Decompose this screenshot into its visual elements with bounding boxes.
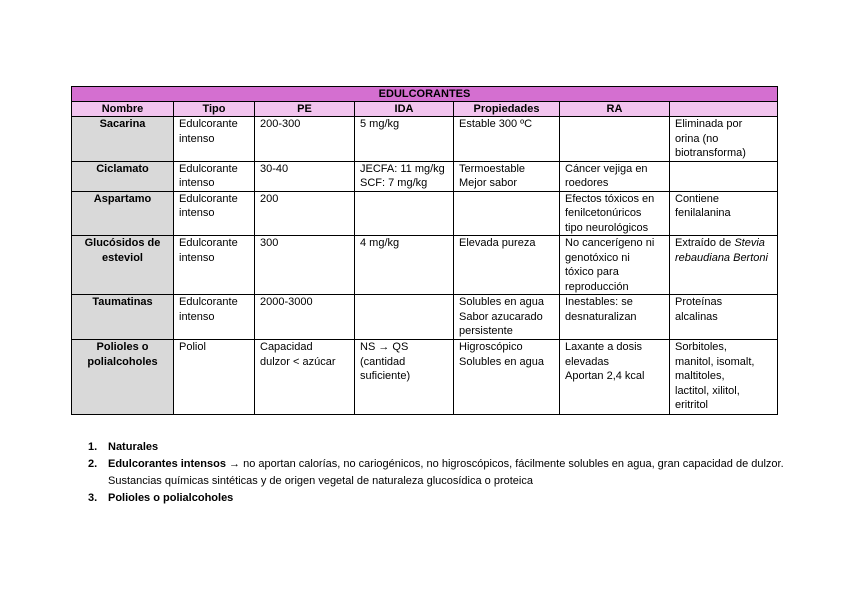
cell-line: Sorbitoles, — [675, 341, 727, 353]
cell-ra — [560, 340, 670, 415]
cell-ra — [560, 295, 670, 340]
note-number: 1. — [88, 441, 98, 453]
cell-line: SCF: 7 mg/kg — [360, 177, 428, 189]
cell-line: Solubles en agua — [459, 355, 545, 368]
header-extra — [670, 102, 778, 117]
cell-line: elevadas — [565, 355, 610, 368]
cell-propiedades — [454, 340, 560, 415]
cell-line: NS → QS — [360, 341, 409, 353]
cell-ra — [560, 117, 670, 162]
table-body — [72, 117, 778, 415]
cell-ida — [355, 191, 454, 236]
cell-line: maltitoles, — [675, 370, 725, 382]
cell-line: Edulcorante — [179, 118, 238, 130]
table-row — [72, 161, 778, 191]
cell-line: Eliminada por — [675, 118, 743, 130]
cell-ida — [355, 295, 454, 340]
cell-line: Extraído de Stevia rebaudiana Bertoni — [675, 237, 768, 264]
cell-line: 200-300 — [260, 118, 301, 130]
cell-line: intenso — [179, 132, 215, 145]
cell-line: 300 — [260, 237, 279, 249]
cell-propiedades — [454, 236, 560, 295]
cell-line: persistente — [459, 325, 513, 337]
cell-extra — [670, 161, 778, 191]
note-item — [88, 439, 788, 456]
cell-line: Solubles en agua — [459, 296, 545, 308]
cell-line: Inestables: se — [565, 296, 633, 308]
cell-line: Efectos tóxicos en — [565, 192, 655, 205]
cell-line: biotransforma) — [675, 147, 746, 159]
cell-ida — [355, 117, 454, 162]
cell-line: genotóxico ni — [565, 251, 630, 264]
note-item — [88, 490, 788, 507]
cell-ida — [355, 161, 454, 191]
cell-line: 30-40 — [260, 162, 289, 175]
cell-line: Edulcorante — [179, 162, 238, 175]
cell-propiedades — [454, 295, 560, 340]
cell-nombre: Taumatinas — [72, 295, 174, 340]
cell-line: intenso — [179, 177, 215, 189]
cell-line: lactitol, xilitol, — [675, 384, 740, 397]
table-row — [72, 236, 778, 295]
cell-line: alcalinas — [675, 310, 718, 323]
cell-nombre: Sacarina — [72, 117, 174, 162]
table-header-row — [72, 102, 778, 117]
header-propiedades: Propiedades — [454, 102, 560, 117]
cell-line: Capacidad — [260, 341, 313, 353]
note-number: 2. — [88, 458, 98, 470]
cell-line: Elevada pureza — [459, 237, 536, 249]
cell-line: reproducción — [565, 280, 629, 293]
cell-line: Mejor sabor — [459, 177, 518, 189]
cell-line: Edulcorante — [179, 296, 238, 308]
cell-line: tóxico para — [565, 266, 619, 278]
species-name: Stevia rebaudiana Bertoni — [675, 237, 768, 264]
cell-pe — [255, 161, 355, 191]
table-title-row — [72, 87, 778, 102]
cell-tipo — [174, 161, 255, 191]
header-ra: RA — [560, 102, 670, 117]
note-heading: Polioles o polialcoholes — [108, 492, 234, 504]
note-number: 3. — [88, 492, 98, 504]
cell-line: fenilcetonúricos — [565, 207, 642, 219]
header-nombre: Nombre — [72, 102, 174, 117]
table-row — [72, 295, 778, 340]
cell-line: Estable 300 ºC — [459, 118, 533, 130]
cell-line: (cantidad — [360, 355, 406, 368]
cell-propiedades — [454, 161, 560, 191]
cell-line: Edulcorante — [179, 192, 238, 205]
header-ida: IDA — [355, 102, 454, 117]
cell-line: Edulcorante — [179, 237, 238, 249]
cell-tipo — [174, 191, 255, 236]
cell-pe — [255, 295, 355, 340]
cell-extra — [670, 117, 778, 162]
cell-extra — [670, 340, 778, 415]
header-tipo: Tipo — [174, 102, 255, 117]
cell-line: Poliol — [179, 341, 206, 353]
cell-tipo — [174, 340, 255, 415]
sweeteners-table — [71, 86, 778, 415]
cell-line: intenso — [179, 207, 215, 219]
cell-line: roedores — [565, 177, 609, 189]
cell-extra — [670, 295, 778, 340]
cell-line: Termoestable — [459, 162, 526, 175]
cell-line: intenso — [179, 310, 215, 323]
table-row — [72, 117, 778, 162]
cell-line: intenso — [179, 251, 215, 264]
cell-line: 2000-3000 — [260, 296, 313, 308]
cell-extra — [670, 236, 778, 295]
cell-line: fenilalanina — [675, 207, 731, 219]
cell-line: eritritol — [675, 399, 709, 411]
cell-line: Laxante a dosis — [565, 341, 643, 353]
table-row — [72, 340, 778, 415]
cell-nombre: Glucósidos de esteviol — [72, 236, 174, 295]
cell-tipo — [174, 236, 255, 295]
cell-line: Proteínas — [675, 296, 723, 308]
cell-ra — [560, 236, 670, 295]
cell-line: tipo neurológicos — [565, 221, 649, 234]
cell-ida — [355, 340, 454, 415]
note-item — [88, 456, 788, 490]
cell-line: manitol, isomalt, — [675, 355, 755, 368]
cell-line: Aportan 2,4 kcal — [565, 370, 645, 382]
note-heading: Naturales — [108, 441, 159, 453]
cell-pe — [255, 340, 355, 415]
cell-nombre: Aspartamo — [72, 191, 174, 236]
cell-ida — [355, 236, 454, 295]
header-pe: PE — [255, 102, 355, 117]
cell-line: No cancerígeno ni — [565, 237, 655, 249]
cell-line: Higroscópico — [459, 341, 523, 353]
cell-line: suficiente) — [360, 370, 411, 382]
cell-tipo — [174, 295, 255, 340]
table-row — [72, 191, 778, 236]
cell-line: desnaturalizan — [565, 310, 637, 323]
cell-extra — [670, 191, 778, 236]
note-heading: Edulcorantes intensos — [108, 458, 226, 470]
cell-line: 4 mg/kg — [360, 237, 400, 249]
cell-line: 5 mg/kg — [360, 118, 400, 130]
cell-tipo — [174, 117, 255, 162]
cell-pe — [255, 236, 355, 295]
cell-nombre: Polioles o polialcoholes — [72, 340, 174, 415]
cell-line: dulzor < azúcar — [260, 355, 336, 368]
notes-list — [88, 439, 788, 507]
cell-ra — [560, 161, 670, 191]
table-title: EDULCORANTES — [72, 87, 778, 102]
cell-line: 200 — [260, 192, 279, 205]
cell-propiedades — [454, 117, 560, 162]
cell-nombre: Ciclamato — [72, 161, 174, 191]
cell-ra — [560, 191, 670, 236]
cell-line: Cáncer vejiga en — [565, 162, 648, 175]
cell-pe — [255, 191, 355, 236]
cell-line: JECFA: 11 mg/kg — [360, 162, 445, 175]
cell-line: Contiene — [675, 192, 720, 205]
cell-pe — [255, 117, 355, 162]
cell-propiedades — [454, 191, 560, 236]
note-text: → no aportan calorías, no cariogénicos, no higroscópicos, fácilmente solubles en agua, gran capacidad de dulzor. Sustancias químicas sintéticas y de origen vegetal de naturaleza glucosídica o proteica — [108, 458, 784, 487]
cell-line: orina (no — [675, 132, 719, 145]
cell-line: Sabor azucarado — [459, 310, 543, 323]
